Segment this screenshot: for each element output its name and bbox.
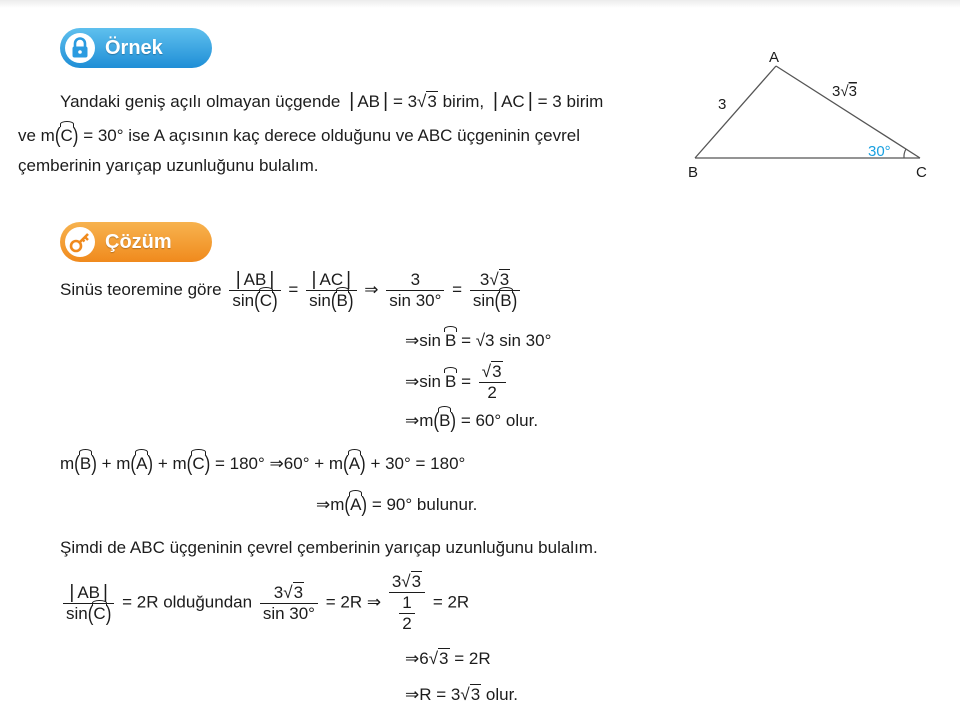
top-band [0, 0, 960, 8]
angle-c-label: 30° [868, 143, 891, 160]
lock-icon [65, 33, 95, 63]
angle-c-arc [904, 149, 906, 158]
solution-line-9: ⇒6√3 = 2R [405, 649, 491, 668]
fraction-ac-sinb: $\frac{| AC |}{\sin(B)}$ [306, 270, 356, 311]
ornek-header [60, 28, 212, 68]
cozum-label: Çözüm [105, 230, 172, 253]
fraction-3root3-half: $\frac{3√3}{\frac{1}{2}}$ [389, 572, 425, 634]
problem-line-3: çemberinin yarıçap uzunluğunu bulalım. [18, 156, 319, 175]
fraction-root3-2: $\frac{√3}{2}$ [479, 362, 506, 403]
side-ac [776, 66, 920, 158]
vertex-c: C [916, 164, 927, 181]
solution-line-2: ⇒sin B = √3 sin 30° [405, 331, 552, 350]
solution-line-6: ⇒m(A) = 90° bulunur. [316, 492, 478, 517]
fraction-ab-sinc: $\frac{| AB |}{\sin(C)}$ [229, 270, 280, 311]
side-ac-label: 3√3 [832, 83, 857, 100]
triangle-figure [680, 40, 950, 190]
solution-line-7: Şimdi de ABC üçgeninin çevrel çemberinin yarıçap uzunluğunu bulalım. [60, 538, 598, 557]
vertex-a: A [769, 49, 780, 66]
solution-line-3: ⇒sin B = $\frac{√3}{2}$ [405, 362, 509, 403]
fraction-3-sin30: $\frac{3}{\sin 30^\circ}$ [386, 270, 444, 311]
problem-line-1: Yandaki geniş açılı olmayan üçgende | AB | = 3√3 birim, | AC | = 3 birim [60, 90, 604, 112]
solution-line-5: m(B) + m(A) + m(C) = 180° ⇒60° + m(A) + 30° = 180° [60, 451, 466, 476]
ornek-label: Örnek [105, 36, 163, 59]
fraction-3root3-sinb: $\frac{3√3}{\sin(B)}$ [470, 270, 520, 311]
fraction-ab-sinc-2: $\frac{| AB |}{\sin(C)}$ [63, 583, 114, 624]
solution-line-4: ⇒m(B) = 60° olur. [405, 408, 539, 433]
key-icon [65, 227, 95, 257]
sqrt-symbol: √3 [417, 92, 437, 111]
vertex-b: B [688, 164, 699, 181]
problem-line-2: ve m(C) = 30° ise A açısının kaç derece olduğunu ve ABC üçgeninin çevrel [18, 123, 581, 148]
solution-line-10: ⇒R = 3√3 olur. [405, 685, 519, 704]
cozum-header [60, 222, 212, 262]
side-ab [695, 66, 776, 158]
side-ab-label: 3 [718, 96, 727, 113]
solution-line-8: $\frac{| AB |}{\sin(C)}$ = 2R olduğundan $\frac{3√3}{\sin 30^\circ}$ = 2R ⇒ $\frac{3√3}{\frac{1}{2}}$ = 2R [60, 572, 469, 634]
fraction-3root3-sin30: $\frac{3√3}{\sin 30^\circ}$ [260, 583, 318, 624]
solution-line-1: Sinüs teoremine göre $\frac{| AB |}{\sin(C)}$ = $\frac{| AC |}{\sin(B)}$ ⇒ $\frac{3}{\sin 30^\circ}$ = $\frac{3√3}{\sin(B)}$ [60, 270, 523, 311]
